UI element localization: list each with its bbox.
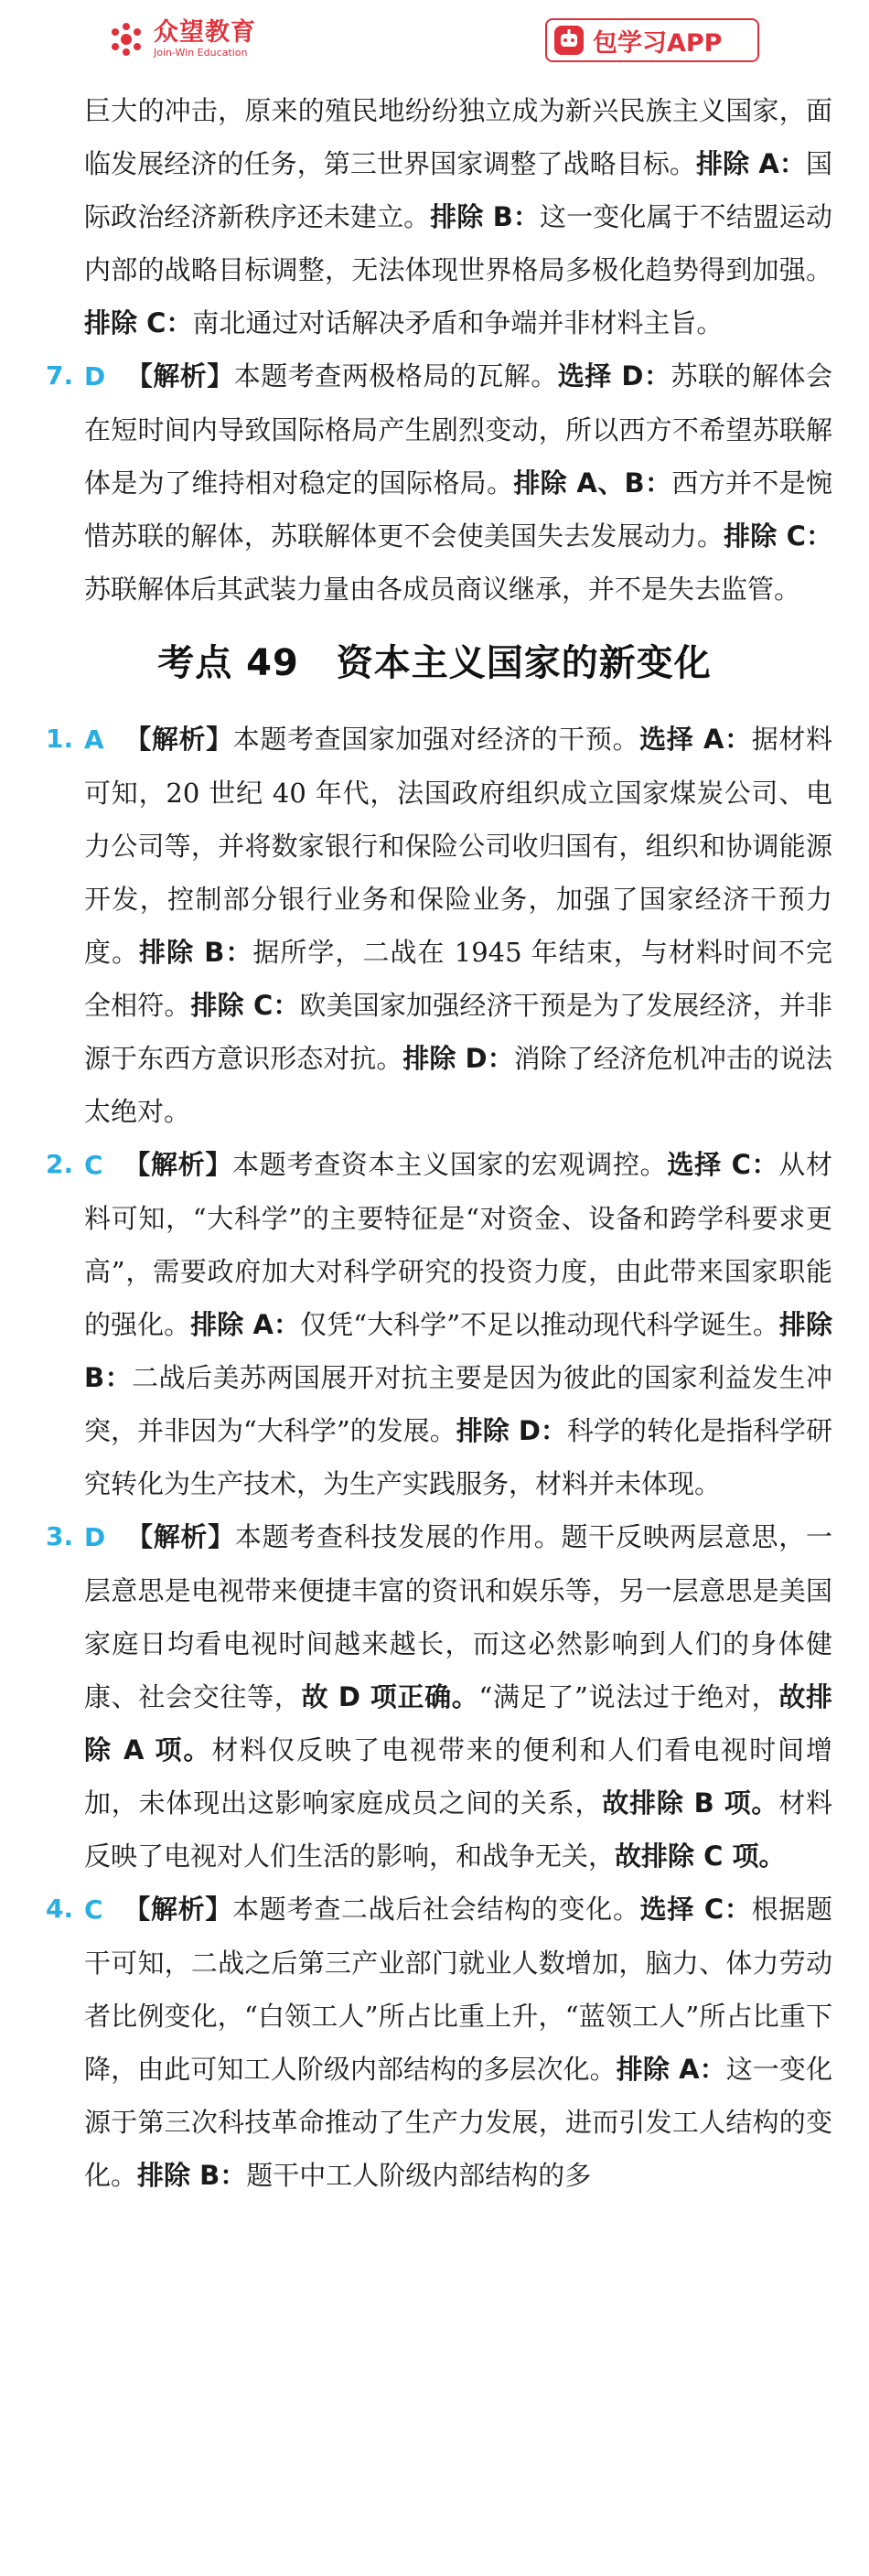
- bold-keyword: 排除 A：: [190, 1309, 301, 1340]
- intro-paragraph: [0, 84, 869, 349]
- answer-letter: D: [84, 1522, 106, 1552]
- app-badge[interactable]: [545, 18, 759, 62]
- answer-letter: A: [84, 724, 104, 755]
- question-number: 7.: [46, 360, 74, 391]
- text-run: 材料仅反映了电视带来的便利和人们看电视时间增加，未体现出这影响家庭成员之间的关系，: [84, 1734, 832, 1819]
- brand-subtitle: Join-Win Education: [154, 47, 248, 59]
- question-item: [0, 1138, 869, 1510]
- bold-keyword: 排除 A：: [616, 2054, 726, 2085]
- question-number: 2.: [46, 1149, 74, 1179]
- text-run: 苏联的解体会在短时间内导致国际格局产生剧烈变动，所以西方不希望苏联解体是为了维持相对稳定的国际格局。: [84, 360, 832, 499]
- text-run: 巨大的冲击，原来的殖民地纷纷独立成为新兴民族主义国家，面临发展经济的任务，第三世界国家调整了战略目标。: [84, 95, 832, 179]
- question-number: 4.: [46, 1894, 74, 1924]
- text-run: 本题考查国家加强对经济的干预。: [232, 724, 640, 755]
- text-run: 欧美国家加强经济干预是为了发展经济，并非源于东西方意识形态对抗。: [84, 990, 832, 1074]
- text-run: 据所学，二战在 1945 年结束，与材料时间不完全相符。: [84, 937, 832, 1021]
- bold-keyword: 故 D 项正确。: [301, 1681, 479, 1712]
- bold-keyword: 排除 C：: [190, 990, 300, 1021]
- text-run: 题干中工人阶级内部结构的多: [246, 2160, 592, 2191]
- question-number: 1.: [46, 724, 74, 754]
- text-run: 国际政治经济新秩序还未建立。: [84, 148, 832, 232]
- document-body: [0, 84, 869, 2202]
- bold-keyword: 选择 C：: [639, 1894, 752, 1925]
- analysis-tag: 【解析】: [123, 724, 233, 755]
- bold-keyword: 排除 A、B：: [513, 467, 672, 499]
- text-run: 这一变化源于第三次科技革命推动了生产力发展，进而引发工人结构的变化。: [84, 2054, 832, 2191]
- text-run: 从材料可知，“大科学”的主要特征是“对资金、设备和跨学科要求更高”，需要政府加大对科学研究的投资力度，由此带来国家职能的强化。: [84, 1149, 832, 1340]
- bold-keyword: 排除 C：: [84, 307, 193, 338]
- question-item: [0, 713, 869, 1138]
- bold-keyword: 故排除 B 项。: [602, 1787, 779, 1819]
- text-run: 本题考查二战后社会结构的变化。: [232, 1894, 640, 1925]
- text-run: 科学的转化是指科学研究转化为生产技术，为生产实践服务，材料并未体现。: [84, 1415, 832, 1499]
- text-run: 根据题干可知，二战之后第三产业部门就业人数增加，脑力、体力劳动者比例变化，“白领工人”所占比重上升，“蓝领工人”所占比重下降，由此可知工人阶级内部结构的多层次化。: [84, 1894, 832, 2085]
- bold-keyword: 故排除 C 项。: [615, 1841, 786, 1872]
- bold-keyword: 排除 D：: [456, 1415, 567, 1446]
- app-label: 包学习APP: [593, 28, 723, 58]
- bold-keyword: 排除 B：: [139, 937, 253, 968]
- bold-keyword: 选择 A：: [639, 724, 752, 755]
- text-run: 本题考查资本主义国家的宏观调控。: [232, 1149, 668, 1180]
- text-run: 二战后美苏两国展开对抗主要是因为彼此的国家利益发生冲突，并非因为“大科学”的发展。: [84, 1362, 832, 1446]
- question-number: 3.: [46, 1521, 74, 1551]
- analysis-tag: 【解析】: [125, 360, 234, 392]
- question-7: [0, 349, 869, 616]
- bold-keyword: 排除 B：: [84, 1309, 832, 1393]
- bold-keyword: 排除 B：: [430, 201, 540, 232]
- section-title: 考点 49 资本主义国家的新变化: [157, 642, 712, 684]
- answer-letter: C: [84, 1150, 103, 1180]
- answer-letter: C: [84, 1894, 103, 1925]
- answer-letter: D: [84, 361, 106, 392]
- bold-keyword: 排除 C：: [724, 521, 832, 552]
- text-run: 这一变化属于不结盟运动内部的战略目标调整，无法体现世界格局多极化趋势得到加强。: [84, 201, 832, 285]
- question-item: [0, 1510, 869, 1883]
- text-run: 苏联解体后其武装力量由各成员商议继承，并不是失去监管。: [84, 574, 801, 605]
- text-run: 仅凭“大科学”不足以推动现代科学诞生。: [300, 1309, 779, 1340]
- text-run: 西方并不是惋惜苏联的解体，苏联解体更不会使美国失去发展动力。: [84, 467, 832, 552]
- brand-logo-icon: [108, 21, 145, 58]
- brand-logo: [108, 20, 256, 58]
- bold-keyword: 选择 C：: [667, 1149, 779, 1180]
- text-run: 本题考查两极格局的瓦解。: [233, 360, 558, 392]
- text-run: 材料反映了电视对人们生活的影响，和战争无关，: [84, 1787, 832, 1872]
- bold-keyword: 选择 D：: [557, 360, 671, 392]
- page-header: [0, 0, 869, 75]
- bold-keyword: 故排除 A 项。: [84, 1681, 832, 1766]
- analysis-tag: 【解析】: [125, 1521, 235, 1552]
- analysis-tag: 【解析】: [123, 1149, 233, 1180]
- bold-keyword: 排除 B：: [137, 2160, 247, 2191]
- question-item: [0, 1883, 869, 2202]
- text-run: 本题考查科技发展的作用。题干反映两层意思，一层意思是电视带来便捷丰富的资讯和娱乐等，另一层意思是美国家庭日均看电视时间越来越长，而这必然影响到人们的身体健康、社会交往等，: [84, 1521, 832, 1712]
- text-run: 南北通过对话解决矛盾和争端并非材料主旨。: [192, 307, 724, 338]
- text-run: 据材料可知，20 世纪 40 年代，法国政府组织成立国家煤炭公司、电力公司等，并将数家银行和保险公司收归国有，组织和协调能源开发，控制部分银行业务和保险业务，加强了国家经济干预力度。: [84, 724, 832, 968]
- text-run: 消除了经济危机冲击的说法太绝对。: [84, 1043, 832, 1127]
- brand-name: 众望教育: [154, 18, 256, 47]
- app-robot-icon: [553, 24, 585, 57]
- bold-keyword: 排除 D：: [402, 1043, 514, 1074]
- analysis-tag: 【解析】: [123, 1894, 233, 1925]
- question-list: [0, 713, 869, 2202]
- bold-keyword: 排除 A：: [696, 148, 806, 179]
- text-run: “满足了”说法过于绝对，: [478, 1681, 779, 1712]
